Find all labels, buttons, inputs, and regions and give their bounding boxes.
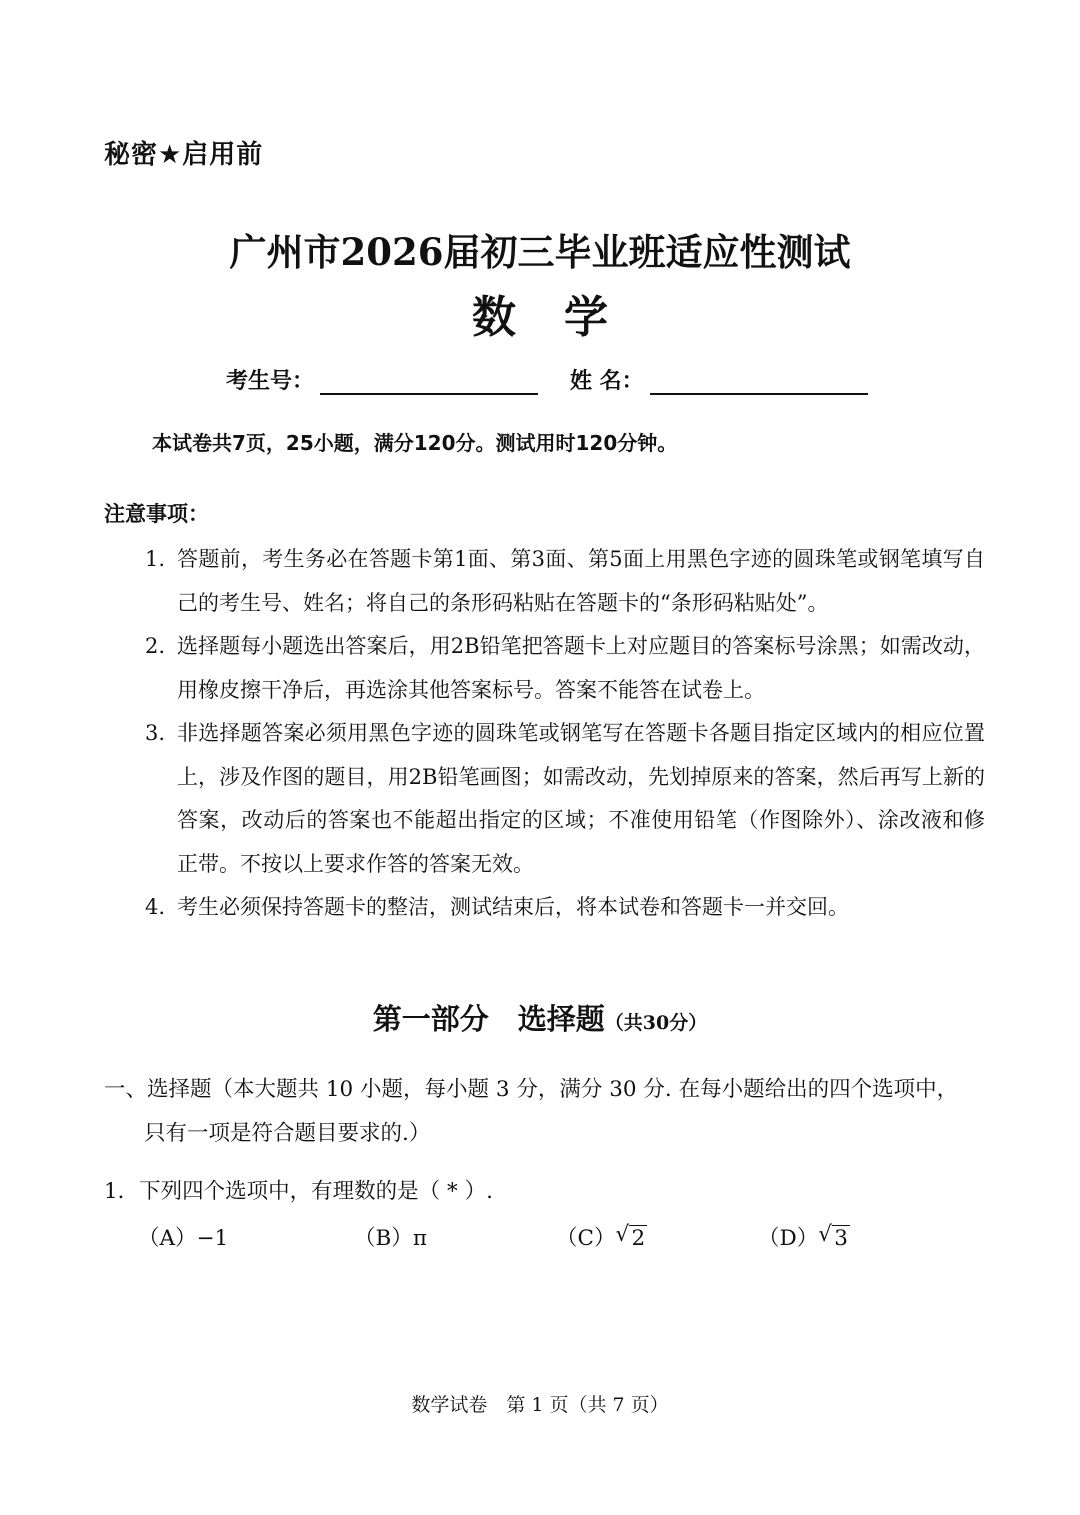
section-name: 第一部分 选择题 [372, 1002, 605, 1036]
exam-number-blank[interactable] [320, 369, 538, 395]
note-number: 2. [145, 634, 166, 658]
notes-heading: 注意事项： [104, 502, 209, 526]
exam-title: 广州市2026届初三毕业班适应性测试 [229, 230, 851, 274]
radical-icon: √ [615, 1222, 630, 1247]
note-number: 3. [145, 721, 166, 745]
mc-intro-line2: 只有一项是符合题目要求的.） [144, 1121, 431, 1146]
candidate-fields [226, 364, 900, 395]
note-item [145, 538, 985, 625]
subject-title: 数学 [472, 292, 656, 343]
name-blank[interactable] [650, 369, 868, 395]
option-label: （A） [138, 1226, 197, 1251]
option-d[interactable] [758, 1221, 850, 1252]
section-points: （共30分） [604, 1012, 708, 1034]
sqrt-symbol [615, 1222, 647, 1251]
confidential-label: 秘密★启用前 [104, 140, 264, 170]
option-label: （C） [556, 1226, 616, 1251]
option-value: 3 [834, 1226, 848, 1251]
mc-instructions [104, 1068, 984, 1156]
note-text: 答题前，考生务必在答题卡第1面、第3面、第5面上用黑色字迹的圆珠笔或钢笔填写自己的考生号、姓名；将自己的条形码粘贴在答题卡的“条形码粘贴处”。 [177, 547, 985, 615]
option-value: 2 [631, 1226, 646, 1251]
note-item [145, 886, 985, 930]
option-a[interactable] [138, 1221, 228, 1252]
note-number: 1. [145, 547, 166, 571]
exam-number-label: 考生号： [226, 369, 315, 394]
name-label: 姓 名： [570, 369, 644, 394]
note-text: 非选择题答案必须用黑色字迹的圆珠笔或钢笔写在答题卡各题目指定区域内的相应位置上，涉及作图的题目，用2B铅笔画图；如需改动，先划掉原来的答案，然后再写上新的答案，改动后的答案也不能超出指定的区域；不准使用铅笔（作图除外）、涂改液和修正带。不按以上要求作答的答案无效。 [177, 721, 985, 876]
note-text: 考生必须保持答题卡的整洁，测试结束后，将本试卷和答题卡一并交回。 [177, 895, 849, 919]
note-text: 选择题每小题选出答案后，用2B铅笔把答题卡上对应题目的答案标号涂黑；如需改动，用橡皮擦干净后，再选涂其他答案标号。答案不能答在试卷上。 [177, 634, 985, 702]
option-b[interactable] [354, 1221, 427, 1252]
note-number: 4. [145, 895, 166, 919]
exam-info: 本试卷共7页，25小题，满分120分。测试用时120分钟。 [152, 431, 678, 455]
option-c[interactable] [556, 1221, 647, 1252]
option-label: （D） [758, 1226, 819, 1251]
note-item [145, 712, 985, 886]
question-1-stem: 1．下列四个选项中，有理数的是（ * ）. [104, 1179, 493, 1204]
option-value: π [412, 1226, 427, 1251]
mc-intro-line1: 一、选择题（本大题共 10 小题，每小题 3 分，满分 30 分. 在每小题给出的四个选项中， [104, 1077, 959, 1102]
option-label: （B） [354, 1226, 413, 1251]
sqrt-symbol [818, 1222, 850, 1251]
radical-icon: √ [818, 1222, 832, 1247]
section-title [0, 997, 1080, 1038]
option-value: −1 [196, 1226, 229, 1251]
note-item [145, 625, 985, 712]
page-footer: 数学试卷 第 1 页（共 7 页） [411, 1394, 669, 1416]
notes-list [145, 538, 985, 930]
